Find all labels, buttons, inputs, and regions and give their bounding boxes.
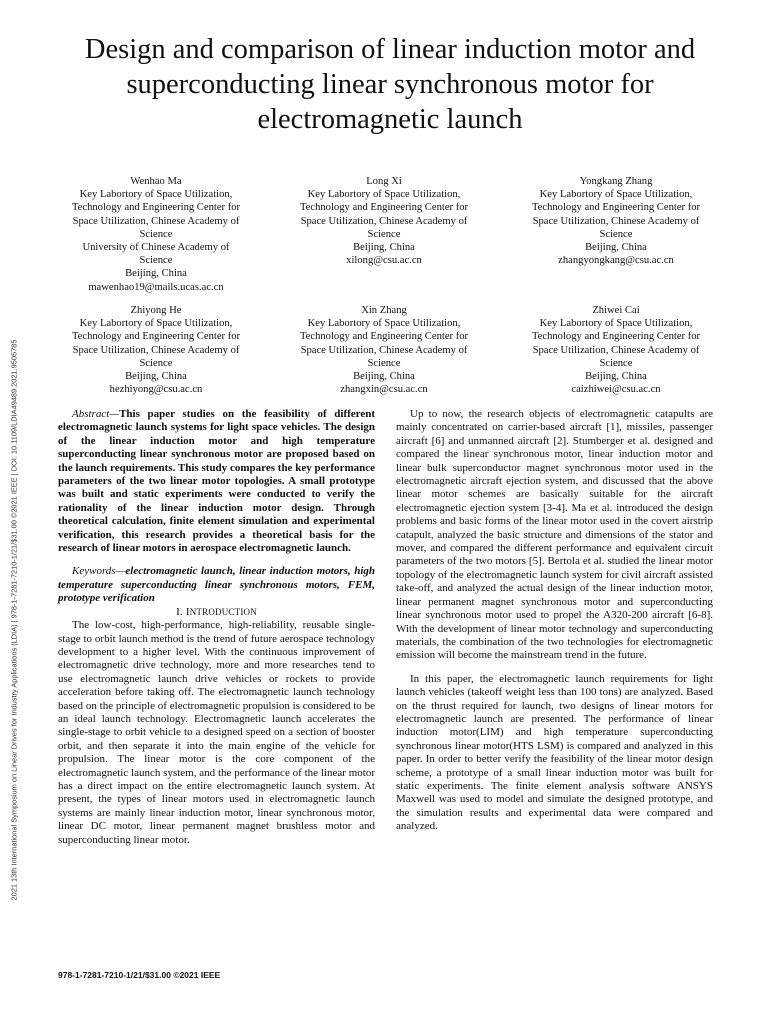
doi-sidebar (8, 270, 20, 970)
abstract-text: This paper studies on the feasibility of different electromagnetic launch systems for light space vehicles. The design of the linear induction motor and high temperature superconducting linear synchronous motor are proposed based on the launch requirements. This study compares the key performance parameters of the two linear motor topologies. A small prototype was built and static experiments were conducted to verify the rationality of the linear induction motor design. Through theoretical calculation, finite element simulation and experimental verification, this research provides a theoretical basis for the research of linear motors in aerospace electromagnetic launch. (58, 408, 375, 555)
paper-title: Design and comparison of linear induction motor and superconducting linear synchronous motor for electromagnetic launch (84, 34, 696, 135)
author-name: Yongkang Zhang (579, 176, 653, 187)
author-affiliation: Science (367, 228, 401, 240)
sidebar-citation: 2021 13th International Symposium on Linear Drives for Industry Applications (LDIA) | 978-1-7281-7210-1/21/$31.00 ©2021 IEEE | DOI: 10.1109/LDIA49489.2021.9505785 (9, 339, 19, 901)
copyright-footer: 978-1-7281-7210-1/21/$31.00 ©2021 IEEE (58, 970, 221, 980)
author-affiliation: Key Labortory of Space Utilization, (79, 189, 233, 201)
author-affiliation: University of Chinese Academy of (82, 242, 230, 254)
right-column (396, 408, 713, 834)
author-affiliation: Technology and Engineering Center for (299, 331, 469, 343)
author-block (48, 304, 264, 396)
author-affiliation: Science (139, 357, 173, 369)
author-affiliation: Key Labortory of Space Utilization, (307, 318, 461, 330)
keywords-text: electromagnetic launch, linear induction motors, high temperature superconducting linear synchronous motors, FEM, prototype verification (58, 565, 375, 605)
author-affiliation: Key Labortory of Space Utilization, (307, 189, 461, 201)
author-affiliation: Space Utilization, Chinese Academy of (72, 344, 240, 356)
intro-paragraph: The low-cost, high-performance, high-reliability, reusable single-stage to orbit launch method is the trend of future aerospace technology development to a higher level. With the continuous improvement of electromagnetic drive technology, more and more researches tend to use electromagnetic launch drive vehicles or rockets to provide acceleration before taking off. The electromagnetic launch technology based on the principle of electromagnetic propulsion is considered to be an ideal launch technology. Electromagnetic launch accelerates the single-stage to orbit vehicle to a designed speed on a section of booster orbit, and then separate it into the main engine of the vehicle for propulsion. The linear motor is the core component of the electromagnetic launch system, and the performance of the linear motor has a direct impact on the entire electromagnetic launch system. At present, the types of linear motors used in electromagnetic launch systems are mainly linear induction motor, linear synchronous motor, linear DC motor, linear permanent magnet brushless motor and superconducting linear motor. (58, 619, 375, 846)
author-affiliation: Technology and Engineering Center for (531, 331, 701, 343)
author-affiliation: Space Utilization, Chinese Academy of (532, 215, 700, 227)
author-affiliation: Key Labortory of Space Utilization, (79, 318, 233, 330)
author-affiliation: Space Utilization, Chinese Academy of (72, 215, 240, 227)
abstract (58, 408, 375, 555)
section-heading (58, 606, 375, 619)
section-number: I. (176, 605, 183, 618)
author-name: Zhiwei Cai (592, 305, 640, 316)
author-affiliation: Technology and Engineering Center for (71, 331, 241, 343)
author-email: zhangyongkang@csu.ac.cn (558, 255, 674, 267)
author-affiliation: Key Labortory of Space Utilization, (539, 318, 693, 330)
author-affiliation: Science (367, 357, 401, 369)
author-location: Beijing, China (125, 268, 187, 280)
author-block (276, 175, 492, 267)
author-affiliation: Space Utilization, Chinese Academy of (300, 344, 468, 356)
section-title-rest: NTRODUCTION (189, 606, 257, 617)
author-block (48, 175, 264, 294)
left-column (58, 408, 375, 847)
author-affiliation: Technology and Engineering Center for (299, 202, 469, 214)
keywords-label: Keywords— (72, 565, 126, 578)
author-affiliation: Science (599, 357, 633, 369)
author-location: Beijing, China (585, 242, 647, 254)
body-paragraph: Up to now, the research objects of electromagnetic catapults are mainly concentrated on carrier-based aircraft [1], missiles, passenger aircraft [6] and unmanned aircraft [2]. Stumberger et al. designed and compared the linear synchronous motor, linear induction motor and linear bulk superconductor magnet synchronous motor used in the electromagnetic aircraft ejection system, and discussed that the above linear motor schemes are basically suitable for the aircraft electromagnetic ejection system [3-4]. Ma et al. introduced the design problems and basic forms of the linear motor used in the covert airstrip catapult, analyzed the basic structure and dimensions of the stator and mover, and compared the different performance and equivalent circuit parameters of the two motors [5]. Bertola et al. studied the linear motor topology of the electromagnetic launch system for civil aircraft assisted take-off, and analyzed the actual design of the linear induction motor, linear permanent magnet synchronous motor and superconducting linear synchronous motor used to propel the A320-200 aircraft [6-8]. With the development of linear motor technology and superconducting materials, the combination of the two technologies for electromagnetic emission will become the mainstream trend in the future. (396, 408, 713, 662)
author-email: caizhiwei@csu.ac.cn (571, 384, 661, 396)
author-affiliation: Space Utilization, Chinese Academy of (300, 215, 468, 227)
author-affiliation: Key Labortory of Space Utilization, (539, 189, 693, 201)
author-email: hezhiyong@csu.ac.cn (109, 384, 203, 396)
body-paragraph: In this paper, the electromagnetic launch requirements for light launch vehicles (takeoff weight less than 100 tons) are analyzed. Based on the thrust required for launch, two designs of linear motors for electromagnetic launch are presented. The performance of linear induction motor(LIM) and high temperature superconducting synchronous linear motor(HTS LSM) is compared and analyzed in this paper. In order to better verify the feasibility of the linear motor design scheme, a prototype of a small linear induction motor was built for static experiments. The finite element analysis software ANSYS Maxwell was used to model and simulate the designed prototype, and the simulation results and experimental data were compared and analyzed. (396, 672, 713, 833)
author-name: Xin Zhang (361, 305, 407, 316)
author-block (276, 304, 492, 396)
author-name: Zhiyong He (130, 305, 182, 316)
keywords (58, 565, 375, 605)
author-name: Long Xi (366, 176, 402, 187)
author-block (508, 304, 724, 396)
author-email: xilong@csu.ac.cn (346, 255, 422, 267)
author-affiliation: Science (599, 228, 633, 240)
author-email: mawenhao19@mails.ucas.ac.cn (88, 281, 224, 293)
author-location: Beijing, China (353, 371, 415, 383)
section-title-initial: I (185, 605, 190, 618)
author-email: zhangxin@csu.ac.cn (340, 384, 428, 396)
author-affiliation: Technology and Engineering Center for (531, 202, 701, 214)
author-location: Beijing, China (353, 242, 415, 254)
author-name: Wenhao Ma (130, 176, 182, 187)
author-location: Beijing, China (585, 371, 647, 383)
author-location: Beijing, China (125, 371, 187, 383)
author-affiliation: Space Utilization, Chinese Academy of (532, 344, 700, 356)
author-block (508, 175, 724, 267)
author-affiliation: Technology and Engineering Center for (71, 202, 241, 214)
abstract-label: Abstract— (72, 408, 120, 420)
author-affiliation: Science (139, 228, 173, 240)
author-affiliation: Science (139, 255, 173, 267)
